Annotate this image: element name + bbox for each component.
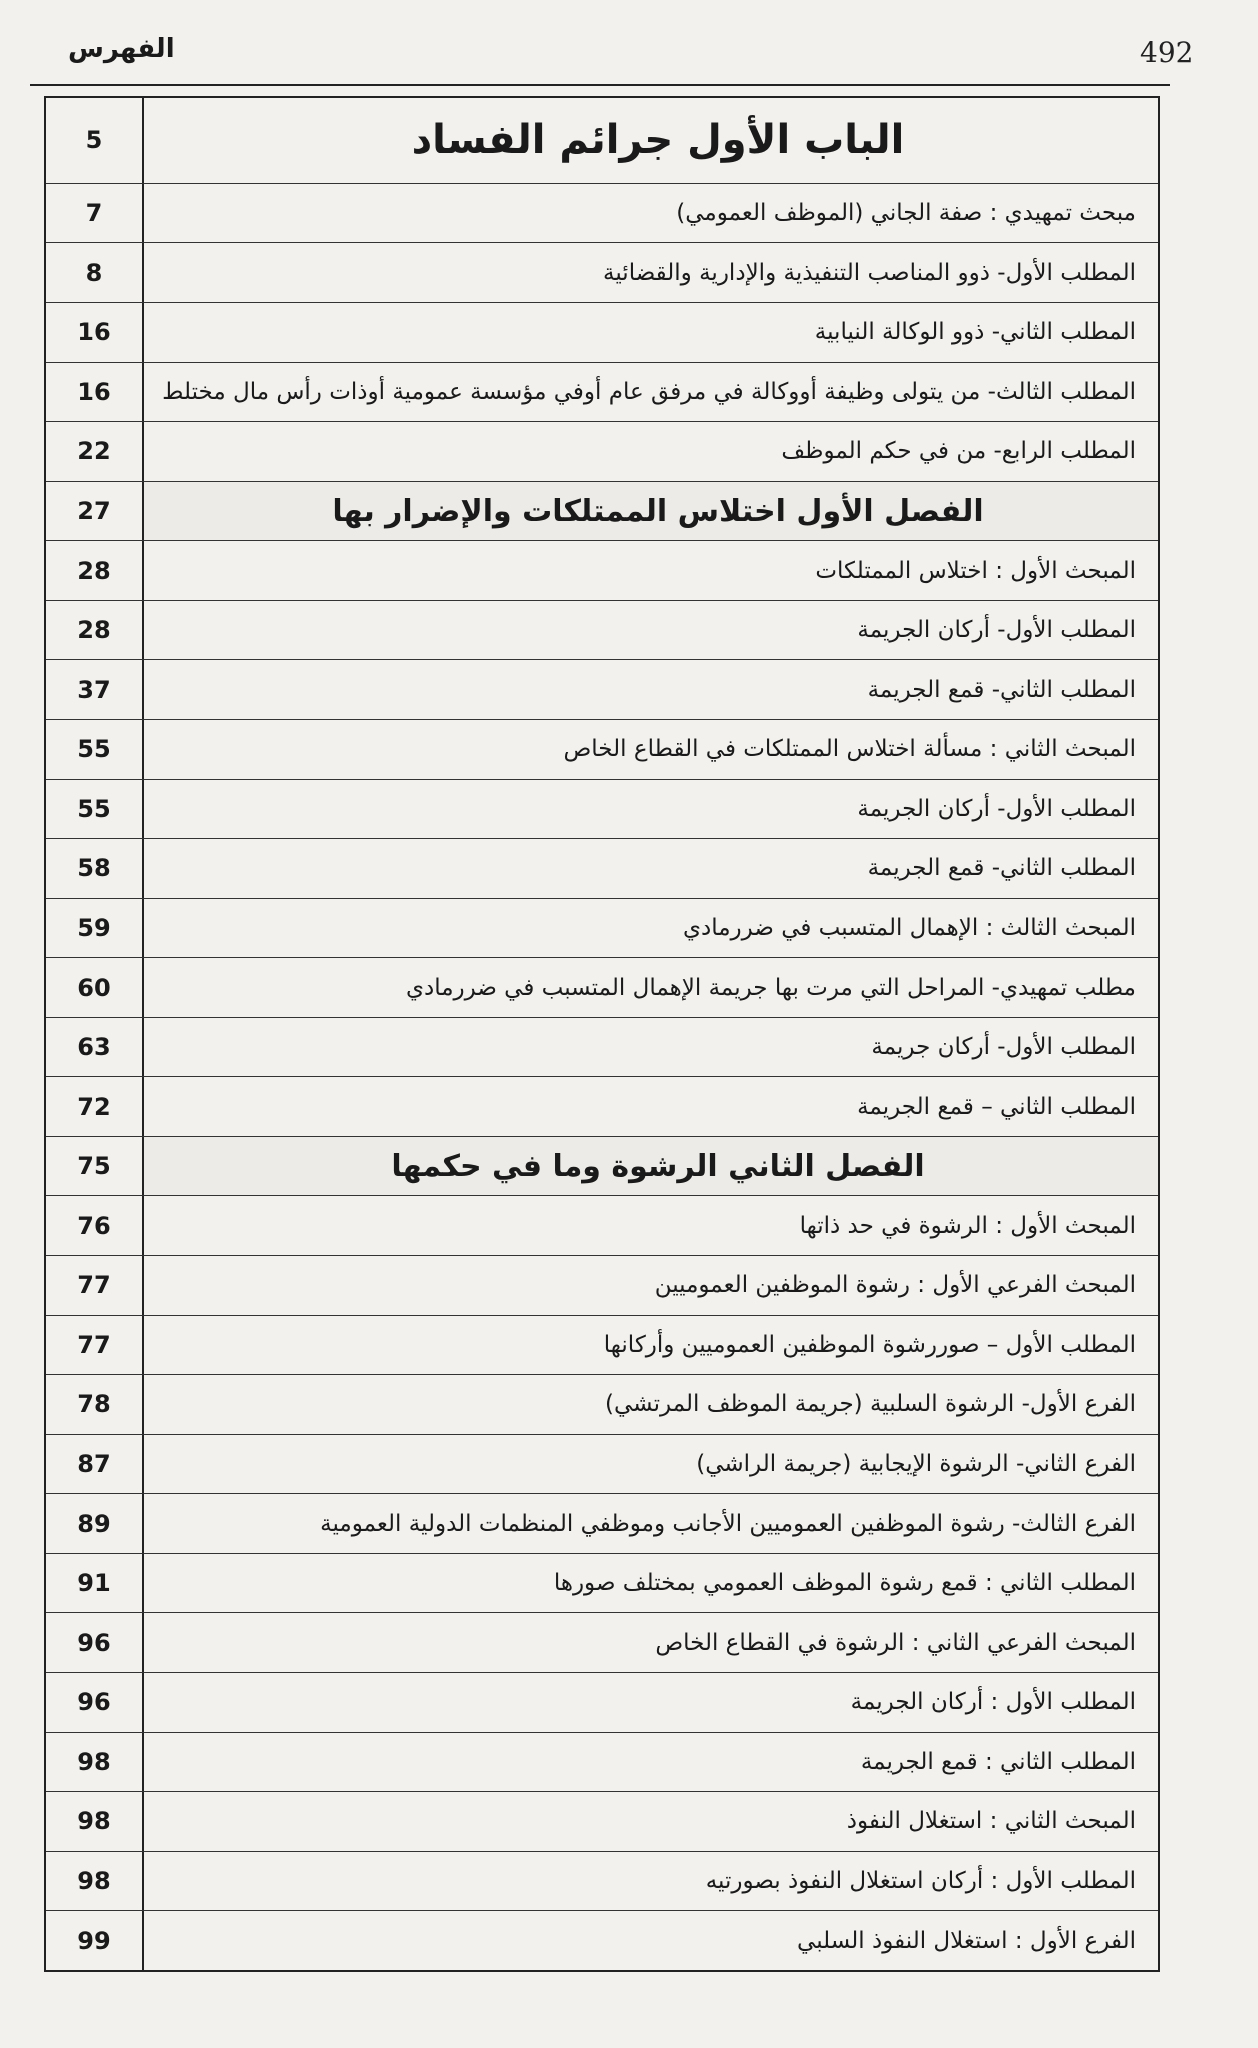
toc-page-number: 98 <box>46 1852 144 1911</box>
toc-entry-title: المطلب الثالث- من يتولى وظيفة أووكالة في مرفق عام أوفي مؤسسة عمومية أوذات رأس مال مختلط <box>162 378 1136 405</box>
toc-row <box>46 1792 1158 1852</box>
toc-page-number: 63 <box>46 1018 144 1077</box>
toc-page-number: 96 <box>46 1673 144 1732</box>
toc-entry-title: مبحث تمهيدي : صفة الجاني (الموظف العمومي) <box>676 200 1136 227</box>
toc-entry-title: المطلب الأول- أركان الجريمة <box>857 617 1136 644</box>
page-number: 492 <box>1140 36 1194 69</box>
toc-entry-title: المبحث الأول : اختلاس الممتلكات <box>815 557 1136 584</box>
toc-page-number: 98 <box>46 1792 144 1851</box>
toc-entry-title: الفرع الثاني- الرشوة الإيجابية (جريمة الراشي) <box>696 1451 1136 1478</box>
toc-row <box>46 1196 1158 1256</box>
toc-row <box>46 1554 1158 1614</box>
toc-page-number: 58 <box>46 839 144 898</box>
toc-entry-title: المبحث الثاني : استغلال النفوذ <box>846 1808 1136 1835</box>
toc-row <box>46 1494 1158 1554</box>
toc-row <box>46 1375 1158 1435</box>
toc-row <box>46 1256 1158 1316</box>
toc-entry-title: الفرع الثالث- رشوة الموظفين العموميين الأجانب وموظفي المنظمات الدولية العمومية <box>320 1510 1136 1537</box>
toc-page-number: 7 <box>46 184 144 243</box>
toc-page-number: 78 <box>46 1375 144 1434</box>
toc-entry-title: الفصل الأول اختلاس الممتلكات والإضرار بها <box>144 482 1158 541</box>
toc-entry-title: الفرع الأول- الرشوة السلبية (جريمة الموظف المرتشي) <box>604 1391 1136 1418</box>
toc-page-number: 5 <box>46 98 144 183</box>
toc-entry-title: المطلب الثاني : قمع الجريمة <box>860 1748 1136 1775</box>
toc-page-number: 77 <box>46 1316 144 1375</box>
running-title: الفهرس <box>68 34 175 64</box>
toc-entry-title: المطلب الأول – صوررشوة الموظفين العموميين وأركانها <box>603 1331 1136 1358</box>
toc-row <box>46 1673 1158 1733</box>
toc-row <box>46 363 1158 423</box>
toc-page-number: 28 <box>46 601 144 660</box>
toc-entry-title: الفرع الأول : استغلال النفوذ السلبي <box>797 1927 1136 1954</box>
toc-entry-title: المطلب الأول- أركان الجريمة <box>857 795 1136 822</box>
toc-row <box>46 720 1158 780</box>
toc-row <box>46 1077 1158 1137</box>
toc-row-part <box>46 98 1158 184</box>
toc-entry-title: المطلب الرابع- من في حكم الموظف <box>781 438 1136 465</box>
toc-row <box>46 839 1158 899</box>
toc-page-number: 77 <box>46 1256 144 1315</box>
toc-entry-title: المطلب الثاني- قمع الجريمة <box>867 855 1136 882</box>
toc-row <box>46 1852 1158 1912</box>
toc-page-number: 28 <box>46 541 144 600</box>
toc-page-number: 91 <box>46 1554 144 1613</box>
page-header <box>30 28 1194 86</box>
toc-page-number: 89 <box>46 1494 144 1553</box>
toc-entry-title: المطلب الثاني – قمع الجريمة <box>857 1093 1136 1120</box>
toc-row <box>46 1435 1158 1495</box>
toc-page-number: 60 <box>46 958 144 1017</box>
toc-entry-title: المبحث الثالث : الإهمال المتسبب في ضررمادي <box>682 914 1136 941</box>
toc-row <box>46 541 1158 601</box>
toc-entry-title: المطلب الأول : أركان استغلال النفوذ بصورتيه <box>705 1867 1136 1894</box>
toc-page-number: 22 <box>46 422 144 481</box>
toc-row <box>46 601 1158 661</box>
toc-row <box>46 1613 1158 1673</box>
toc-page-number: 59 <box>46 899 144 958</box>
toc-page-number: 8 <box>46 243 144 302</box>
toc-page-number: 16 <box>46 303 144 362</box>
toc-entry-title: المبحث الأول : الرشوة في حد ذاتها <box>799 1212 1136 1239</box>
toc-row <box>46 1018 1158 1078</box>
toc-row <box>46 899 1158 959</box>
toc-page-number: 99 <box>46 1911 144 1970</box>
toc-entry-title: مطلب تمهيدي- المراحل التي مرت بها جريمة الإهمال المتسبب في ضررمادي <box>405 974 1136 1001</box>
toc-page-number: 16 <box>46 363 144 422</box>
toc-entry-title: المطلب الأول- أركان جريمة <box>871 1034 1136 1061</box>
toc-page-number: 72 <box>46 1077 144 1136</box>
toc-row <box>46 958 1158 1018</box>
toc-entry-title: المطلب الثاني- ذوو الوكالة النيابية <box>814 319 1136 346</box>
toc-entry-title: الفصل الثاني الرشوة وما في حكمها <box>144 1137 1158 1196</box>
toc-row <box>46 1733 1158 1793</box>
toc-entry-title: المبحث الثاني : مسألة اختلاس الممتلكات في القطاع الخاص <box>563 736 1136 763</box>
toc-row-chapter <box>46 1137 1158 1197</box>
toc-row <box>46 1316 1158 1376</box>
toc-entry-title: المبحث الفرعي الأول : رشوة الموظفين العموميين <box>654 1272 1136 1299</box>
toc-row <box>46 184 1158 244</box>
toc-entry-title: الباب الأول جرائم الفساد <box>411 117 905 164</box>
toc-row-chapter <box>46 482 1158 542</box>
toc-row <box>46 303 1158 363</box>
toc-entry-title: المبحث الفرعي الثاني : الرشوة في القطاع الخاص <box>655 1629 1136 1656</box>
toc-page-number: 55 <box>46 720 144 779</box>
toc-page-number: 98 <box>46 1733 144 1792</box>
toc-entry-title: المطلب الأول- ذوو المناصب التنفيذية والإدارية والقضائية <box>603 259 1136 286</box>
toc-page-number: 37 <box>46 660 144 719</box>
toc-row <box>46 243 1158 303</box>
toc-page-number: 27 <box>46 482 144 541</box>
toc-row <box>46 660 1158 720</box>
toc-page-number: 75 <box>46 1137 144 1196</box>
toc-page-number: 55 <box>46 780 144 839</box>
toc-page-number: 96 <box>46 1613 144 1672</box>
toc-entry-title: المطلب الأول : أركان الجريمة <box>850 1689 1136 1716</box>
toc-row <box>46 780 1158 840</box>
toc-row <box>46 422 1158 482</box>
toc-entry-title: المطلب الثاني : قمع رشوة الموظف العمومي بمختلف صورها <box>553 1570 1136 1597</box>
toc-row <box>46 1911 1158 1970</box>
toc-page-number: 76 <box>46 1196 144 1255</box>
toc-entry-title: المطلب الثاني- قمع الجريمة <box>867 676 1136 703</box>
toc-page-number: 87 <box>46 1435 144 1494</box>
table-of-contents <box>44 96 1160 1972</box>
